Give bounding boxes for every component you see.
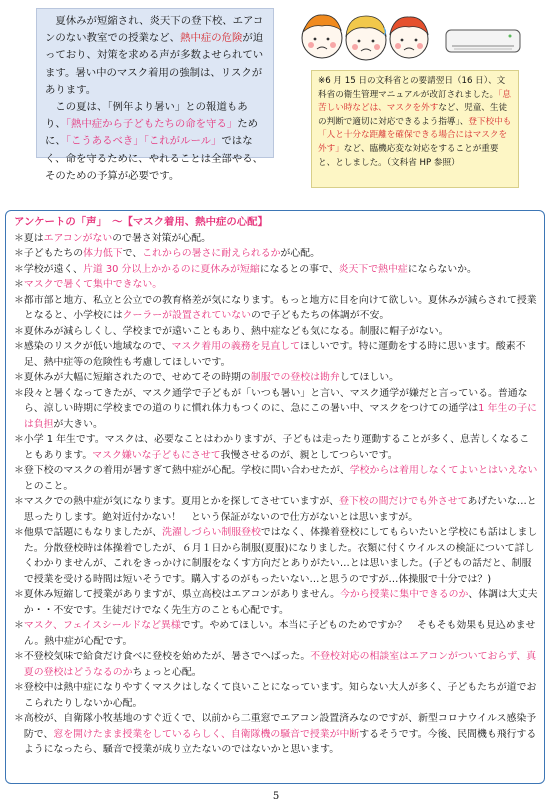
- survey-comment: [14, 262, 538, 278]
- text-run: です。やめてほしい。本当に子どものためですか？ そもそも効果も見込めません。熱中症が心配です。: [23, 620, 536, 647]
- survey-voices-box: [5, 210, 545, 784]
- text-run: ために、: [45, 118, 259, 148]
- survey-title: アンケートの「声」 ～【マスク着用、熱中症の心配】: [14, 216, 268, 228]
- text-run: が心配。: [280, 248, 320, 259]
- highlighted-text: 不登校対応の相談室はエアコンがついておらず、真夏の登校はどうなるのか: [23, 651, 537, 678]
- text-run: が大きい。: [53, 418, 103, 430]
- highlighted-text: 洗濯しづらい制服登校: [162, 527, 261, 538]
- highlighted-text: マスク着用の義務を見直して: [171, 341, 300, 352]
- text-run: するそうです。今後、民間機も飛行するようになったら、騒音で授業が成り立たないのではないかと思います。: [23, 728, 537, 755]
- highlighted-text: これからの暑さに耐えられるか: [142, 248, 281, 259]
- text-run: ※6 月 15 日の文科省との要請翌日（16 日）、文科省の衛生管理マニュアルが改訂されました。: [318, 76, 506, 100]
- ministry-notice-box: [311, 70, 519, 188]
- survey-comment: [14, 525, 538, 587]
- survey-items-list: [14, 231, 538, 758]
- survey-comment: [14, 277, 538, 293]
- text-run: ＊不登校気味で給食だけ食べに登校を始めたが、暑さでへばった。: [14, 651, 311, 662]
- highlighted-text: エアコンがない: [43, 232, 113, 244]
- text-run: ＊子どもたちの: [14, 248, 84, 259]
- text-run: ＊夏は: [14, 232, 44, 244]
- text-run: してほしい。: [339, 372, 399, 383]
- text-run: ので暑さ対策が心配。: [112, 232, 212, 244]
- survey-comment: [14, 649, 538, 680]
- highlighted-text: 今から授業に集中できるのか: [339, 589, 469, 600]
- text-run: ＊段々と暑くなってきたが、マスク通学で子どもが「いつも暑い」と言い、マスク通学が嫌だと言っている。普通なら、涼しい時期に学校までの道のりに慣れ体力もつくのに、急にこの暑い中、マスクをつけての通学は: [14, 387, 528, 414]
- text-run: 、体調は大丈夫か・・不安です。生徒だけでなく先生方のことも心配です。: [23, 589, 538, 616]
- highlighted-text: マスク、フェイスシールドなど異様: [23, 620, 181, 631]
- air-conditioner-icon: [446, 30, 520, 52]
- text-run: ＊小学 1 年生です。マスクは、必要なことはわかりますが、子どもは走ったり運動することが多く、息苦しくなることもあります。: [14, 434, 530, 461]
- text-run: ＊他県で話題にもなりましたが、: [14, 527, 163, 538]
- highlighted-text: 「こうあるべき」「これがルール」: [65, 135, 222, 148]
- survey-comment: [14, 494, 538, 525]
- text-run: 夏休みが短縮され、炎天下の登下校、エアコンのない教室での授業など、: [45, 15, 264, 45]
- child-face-1: [302, 15, 342, 58]
- text-run: ＊: [14, 620, 24, 631]
- intro-paragraph-2: [45, 99, 265, 185]
- text-run: ちょっと心配。: [132, 666, 202, 678]
- survey-comment: [14, 386, 538, 433]
- highlighted-text: 熱中症の危険: [180, 32, 243, 45]
- text-run: ＊夏休み短縮して授業がありますが、県立高校はエアコンがありません。: [14, 589, 340, 600]
- highlighted-text: クーラーが設置されていない: [122, 310, 252, 321]
- highlighted-text: 登下校中も「人と十分な距離を確保できる場合にはマスクを外す」: [318, 116, 512, 154]
- survey-comment: [14, 231, 538, 247]
- highlighted-text: 1 年生の子には負担: [23, 403, 537, 430]
- survey-comment: [14, 339, 538, 370]
- survey-comment: [14, 587, 538, 618]
- highlighted-text: 「息苦しい時などは、マスクを外す: [318, 89, 512, 114]
- text-run: ＊学校が遠く、: [14, 263, 83, 275]
- text-run: で、: [122, 248, 143, 259]
- highlighted-text: 「熱中症から子どもたちの命を守る」: [65, 118, 238, 131]
- text-run: この夏は、「例年より暑い」との報道もあり、: [45, 101, 248, 131]
- text-run: が迫っており、対策を求める声が多数よせられています。暑い中のマスク着用の強制は、リスクがあります。: [45, 32, 264, 96]
- text-run: ではなく、体操着登校にしてもらいたいと学校にも話はしました。分散登校時は体操着でしたが、６月１日から制服(夏服)になりました。衣類に付くウイルスの検証について詳しくわかりませんが、これをきっかけに制服をなくす方向だとありがたい…とは思いました。(子どもの話だと、制服で授業を受ける時間は短いそうです。購入するのがもったいない…と思うのですが…体操服で十分では？): [23, 527, 538, 585]
- text-run: など、臨機応変な対応をすることが重要と、としました。（文科省 HP 参照）: [318, 143, 499, 168]
- text-run: とのこと。: [23, 480, 74, 492]
- text-run: ＊: [14, 279, 24, 290]
- highlighted-text: 登下校の間だけでも外させて: [339, 496, 468, 507]
- text-run: になるとの事で、: [259, 263, 339, 275]
- text-run: ＊夏休みが大幅に短縮されたので、せめてその時期の: [14, 372, 251, 383]
- text-run: ＊マスクでの熱中症が気になります。夏用とかを探してさせていますが、: [14, 496, 340, 507]
- text-run: にならないか。: [407, 263, 477, 275]
- survey-comment: [14, 680, 538, 711]
- highlighted-text: マスクで暑くて集中できない。: [23, 279, 163, 290]
- text-run: ＊登校中は熱中症になりやすくマスクはしなくて良いことになっています。知らない大人が多く、子どもたちが道でおこられたりしないか心配。: [14, 682, 537, 709]
- survey-comment: [14, 618, 538, 649]
- survey-comment: [14, 370, 538, 386]
- text-run: ＊登下校のマスクの着用が暑すぎて熱中症が心配。学校に問い合わせたが、: [14, 465, 350, 476]
- survey-comment: [14, 293, 538, 324]
- intro-paragraph-1: [45, 13, 265, 99]
- survey-comment: [14, 324, 538, 340]
- highlighted-text: 炎天下で熱中症: [338, 263, 408, 275]
- text-run: あげたいな…と思ったりします。絶対近付かない！ という保証がないので仕方がないとは思いますが。: [23, 496, 537, 523]
- text-run: 我慢させるのが、親としてつらいです。: [220, 449, 398, 461]
- text-run: ＊高校が、自衛隊小牧基地のすぐ近くで、以前から二重窓でエアコン設置済みなのですが、新型コロナウイルス感染予防で、: [14, 713, 537, 740]
- text-run: など、児童、生徒の判断で適切に対応できるよう指導」、: [318, 103, 508, 127]
- text-run: ほしいです。特に運動をする時に思います。酸素不足、熱中症等の危険性も考慮してほしいです。: [23, 341, 526, 368]
- child-face-3: [390, 17, 428, 58]
- page-number: 5: [272, 791, 280, 802]
- children-and-air-conditioner-illustration: [296, 8, 524, 70]
- survey-comment: [14, 432, 538, 463]
- child-face-2: [346, 16, 386, 60]
- text-run: ＊都市部と地方、私立と公立での教育格差が気になります。もっと地方に目を向けて欲しい。夏休みが減らされて授業となると、小学校には: [14, 294, 537, 321]
- highlighted-text: 学校からは着用しなくてよいとはいえない: [349, 465, 538, 476]
- survey-comment: [14, 711, 538, 758]
- text-run: ので子どもたちの体調が不安。: [251, 310, 390, 321]
- highlighted-text: 体力低下: [83, 248, 123, 259]
- highlighted-text: マスク嫌いな子どもにさせて: [92, 449, 221, 461]
- survey-comment: [14, 463, 538, 494]
- highlighted-text: 窓を開けたまま授業をしているらしく、自衛隊機の騒音で授業が中断: [53, 728, 360, 740]
- text-run: ＊夏休みが減らしくし、学校までが遠いこともあり、熱中症なども気になる。制服に帽子がない。: [14, 325, 449, 337]
- text-run: ＊感染のリスクが低い地域なので、: [14, 341, 172, 352]
- intro-box: [36, 8, 274, 182]
- highlighted-text: 片道 30 分以上かかるのに夏休みが短縮: [82, 263, 260, 275]
- text-run: ではなく、命を守るために、やれることは全部やる、そのための予算が必要です。: [45, 135, 263, 182]
- survey-comment: [14, 246, 538, 262]
- highlighted-text: 制服での登校は勘弁: [250, 372, 340, 383]
